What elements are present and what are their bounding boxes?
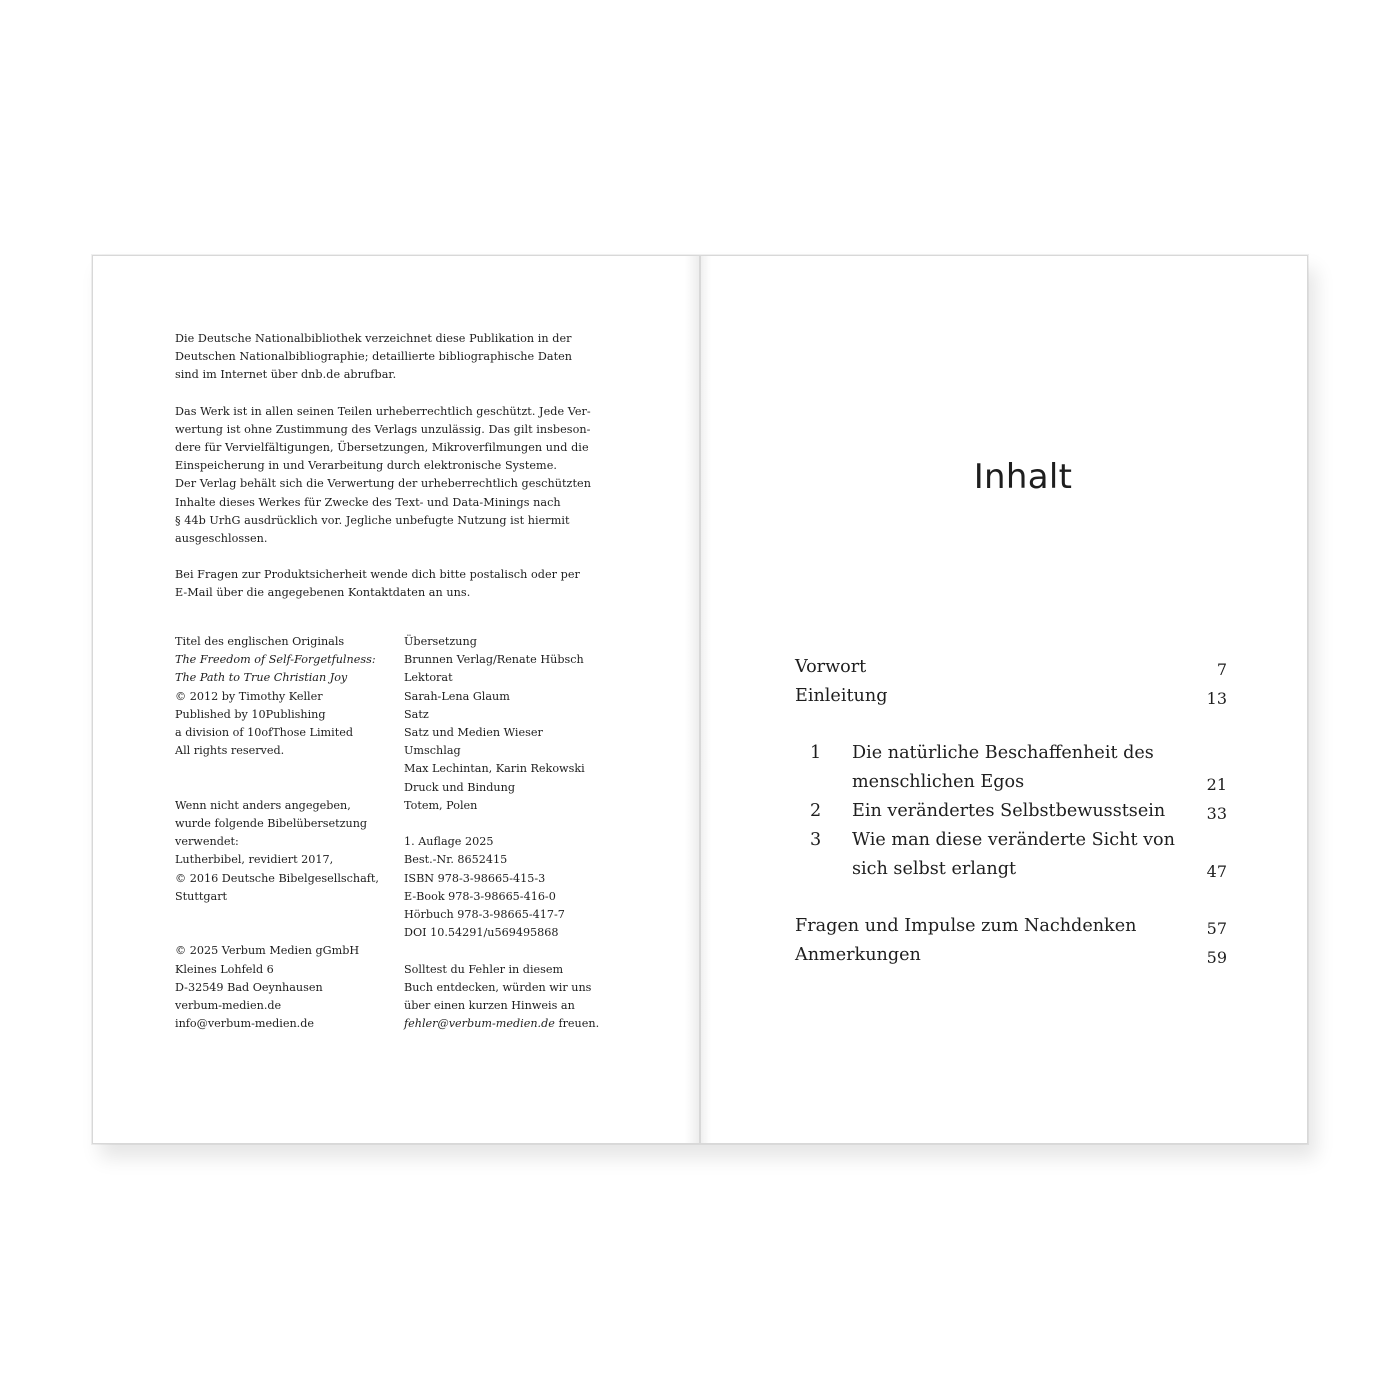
toc-page-number: 7 <box>1216 660 1227 679</box>
audiobook-isbn: Hörbuch 978-3-98665-417-7 <box>404 908 565 922</box>
translation-value: Brunnen Verlag/Renate Hübsch <box>404 653 584 667</box>
bible-note-line1: Wenn nicht anders angegeben, <box>175 798 351 812</box>
toc-page-number: 21 <box>1206 775 1227 794</box>
toc-label: Die natürliche Beschaffenheit des <box>852 743 1154 763</box>
publisher-website: verbum-medien.de <box>175 999 282 1012</box>
toc-entry-chapter-3 <box>795 830 1227 859</box>
original-title-heading: Titel des englischen Originals <box>175 635 345 648</box>
toc-title: Inhalt <box>973 457 1073 497</box>
toc-page-number: 47 <box>1206 862 1227 881</box>
translation-label: Übersetzung <box>404 635 477 648</box>
order-number: Best.-Nr. 8652415 <box>404 853 508 867</box>
editing-value: Sarah-Lena Glaum <box>404 689 510 703</box>
doi: DOI 10.54291/u569495868 <box>404 926 559 940</box>
original-division: a division of 10ofThose Limited <box>175 726 354 740</box>
printing-label: Druck und Bindung <box>404 780 515 794</box>
left-gutter-shadow <box>685 256 699 1143</box>
toc-page-number: 59 <box>1206 948 1227 967</box>
toc-label: Fragen und Impulse zum Nachdenken <box>795 916 1137 936</box>
original-publisher: Published by 10Publishing <box>175 707 326 721</box>
chapter-number: 2 <box>810 801 822 821</box>
errors-tail: freuen. <box>554 1017 600 1031</box>
bible-note-line5: © 2016 Deutsche Bibelgesellschaft, <box>175 871 379 885</box>
errors-line1: Solltest du Fehler in diesem <box>404 962 564 976</box>
editing-label: Lektorat <box>404 671 453 685</box>
original-title-line1: The Freedom of Self-Forgetfulness: <box>175 653 376 667</box>
toc-entry-fragen <box>795 916 1227 945</box>
toc-entry-chapter-3-cont <box>795 859 1227 888</box>
chapter-number: 1 <box>810 743 822 763</box>
toc-label: Einleitung <box>795 686 888 706</box>
original-title-line2: The Path to True Christian Joy <box>175 671 348 685</box>
cover-label: Umschlag <box>404 744 461 758</box>
bible-note-line4: Lutherbibel, revidiert 2017, <box>175 853 334 867</box>
printing-value: Totem, Polen <box>404 798 478 812</box>
right-gutter-shadow <box>701 256 711 1143</box>
cover-value: Max Lechintan, Karin Rekowski <box>404 762 585 776</box>
dnb-notice: Die Deutsche Nationalbibliothek verzeichnet diese Publikation in der Deutschen Nationalbibliographie; detaillierte bibliographische Daten sind im Internet über dnb.de abrufbar. <box>175 332 573 382</box>
bible-note-line6: Stuttgart <box>175 889 228 903</box>
original-copyright: © 2012 by Timothy Keller <box>175 689 323 703</box>
errors-line2: Buch entdecken, würden wir uns <box>404 980 592 994</box>
product-safety-notice: Bei Fragen zur Produktsicherheit wende dich bitte postalisch oder per E-Mail über die angegebenen Kontaktdaten an uns. <box>175 568 580 600</box>
original-rights: All rights reserved. <box>175 744 285 758</box>
errors-line4 <box>404 1015 619 1033</box>
typesetting-label: Satz <box>404 707 429 721</box>
imprint-left-column <box>175 633 400 1033</box>
toc-entry-chapter-1-cont <box>795 772 1227 801</box>
toc-label: Ein verändertes Selbstbewusstsein <box>852 801 1166 821</box>
ebook-isbn: E-Book 978-3-98665-416-0 <box>404 889 556 903</box>
bible-note-line2: wurde folgende Bibelübersetzung <box>175 817 368 830</box>
toc-page-number: 57 <box>1206 919 1227 938</box>
imprint-right-column <box>404 633 619 1033</box>
toc-label: menschlichen Egos <box>852 772 1025 792</box>
errors-email: fehler@verbum-medien.de <box>404 1017 555 1031</box>
publisher-line3: D-32549 Bad Oeynhausen <box>175 980 323 994</box>
copyright-notice: Das Werk ist in allen seinen Teilen urheberrechtlich geschützt. Jede Ver- wertung ist ohne Zustimmung des Verlags unzulässig. Das gilt insbeson- dere für Vervielfältigungen, Übersetzungen, Mikroverfilmungen und die Einspeicherung in und Verarbeitung durch elektronische Systeme. Der Verlag behält sich die Verwertung der urheberrechtlich geschützten Inhalte dieses Werkes für Zwecke des Text- und Data-Minings nach § 44b UrhG ausdrücklich vor. Jegliche unbefugte Nutzung ist hiermit ausgeschlossen. <box>175 404 591 546</box>
bible-note-line3: verwendet: <box>175 835 239 849</box>
toc-entry-chapter-1 <box>795 743 1227 772</box>
toc-page-number: 13 <box>1206 689 1227 708</box>
toc-label: Wie man diese veränderte Sicht von <box>852 830 1175 850</box>
imprint-notice <box>175 330 605 603</box>
toc-entry-anmerkungen <box>795 945 1227 974</box>
toc-label: Vorwort <box>795 657 867 677</box>
publisher-email: info@verbum-medien.de <box>175 1017 315 1031</box>
book-spread <box>92 255 1308 1144</box>
right-page <box>700 255 1308 1144</box>
left-page <box>92 255 700 1144</box>
errors-line3: über einen kurzen Hinweis an <box>404 999 575 1013</box>
toc-entry-einleitung <box>795 686 1227 715</box>
publisher-line2: Kleines Lohfeld 6 <box>175 962 274 976</box>
toc-label: sich selbst erlangt <box>852 859 1017 879</box>
toc-entry-vorwort <box>795 657 1227 686</box>
edition-line: 1. Auflage 2025 <box>404 835 494 849</box>
chapter-number: 3 <box>810 830 822 850</box>
toc-entry-chapter-2 <box>795 801 1227 830</box>
isbn: ISBN 978-3-98665-415-3 <box>404 871 546 885</box>
toc-label: Anmerkungen <box>795 945 921 965</box>
publisher-line1: © 2025 Verbum Medien gGmbH <box>175 944 360 958</box>
toc-page-number: 33 <box>1206 804 1227 823</box>
typesetting-value: Satz und Medien Wieser <box>404 726 543 740</box>
